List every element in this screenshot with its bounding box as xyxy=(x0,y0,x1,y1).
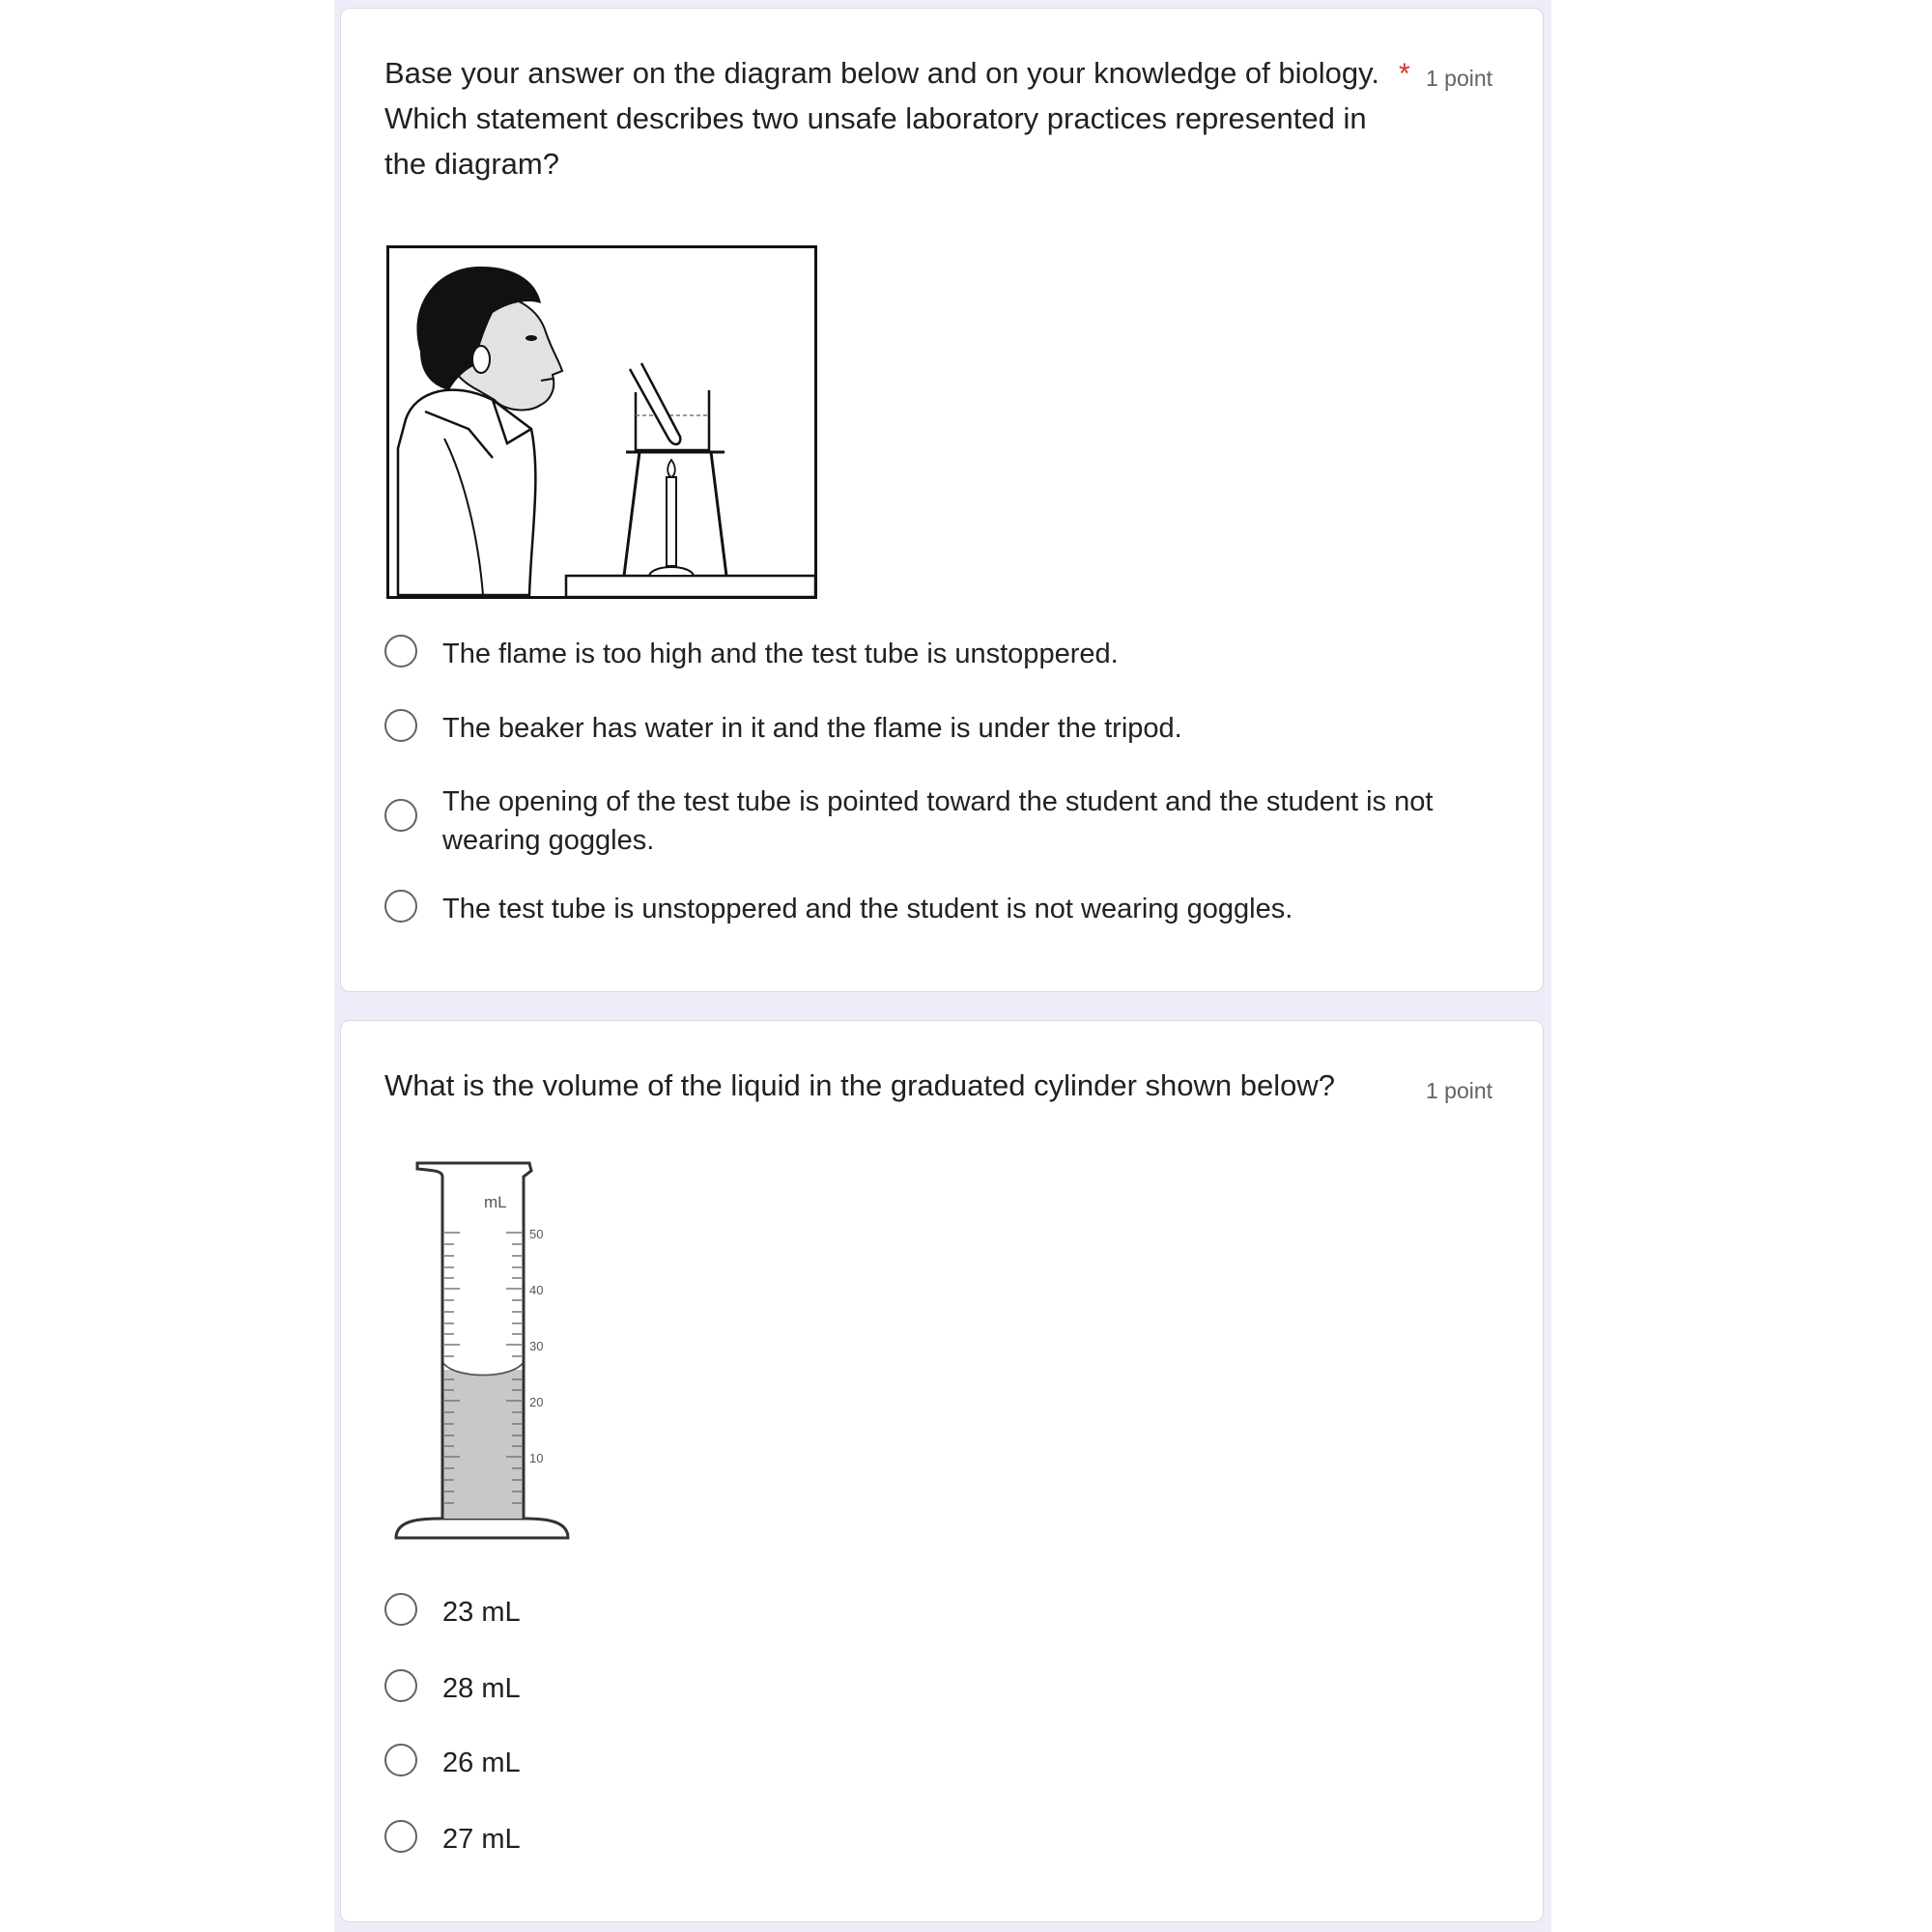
option-label xyxy=(442,709,1447,748)
radio-button[interactable] xyxy=(384,709,417,742)
option-label xyxy=(442,890,1447,928)
option-label xyxy=(442,1744,1447,1782)
question-1-title-line-1: Base your answer on the diagram below and on your knowledge of biology. xyxy=(384,56,1379,90)
option-label-line: The flame is too high and the test tube is unstoppered. xyxy=(442,639,1119,669)
graduated-cylinder xyxy=(386,1157,580,1549)
question-1-title xyxy=(384,50,1408,186)
question-1-title-line-2: Which statement describes two unsafe laboratory practices represented in xyxy=(384,101,1367,135)
option-1-flame-too-high[interactable] xyxy=(384,635,1447,673)
radio-button[interactable] xyxy=(384,890,417,923)
cylinder-scale-40: 40 xyxy=(529,1283,544,1297)
radio-button[interactable] xyxy=(384,1744,417,1776)
question-2-points: 1 point xyxy=(1426,1078,1493,1103)
question-2-title-line-1: What is the volume of the liquid in the graduated cylinder shown below? xyxy=(384,1068,1335,1102)
option-3-opening-toward-student[interactable] xyxy=(384,782,1447,860)
option-27-ml[interactable] xyxy=(384,1820,1447,1859)
option-23-ml[interactable] xyxy=(384,1593,1447,1632)
option-28-ml[interactable] xyxy=(384,1669,1447,1708)
radio-button[interactable] xyxy=(384,799,417,832)
option-label xyxy=(442,782,1447,860)
option-label-line: The opening of the test tube is pointed toward the student and the student is not xyxy=(442,786,1434,817)
cylinder-scale-30: 30 xyxy=(529,1339,544,1353)
option-label xyxy=(442,1669,1447,1708)
option-label-line: 27 mL xyxy=(442,1824,521,1855)
option-2-beaker-water[interactable] xyxy=(384,709,1447,748)
option-label-line: The beaker has water in it and the flame is under the tripod. xyxy=(442,713,1182,744)
option-label-line: 23 mL xyxy=(442,1597,521,1628)
cylinder-unit-label: mL xyxy=(484,1193,507,1211)
question-1-title-line-3: the diagram? xyxy=(384,147,559,181)
option-label-line: 26 mL xyxy=(442,1747,521,1778)
question-2-title xyxy=(384,1063,1408,1108)
cylinder-scale-20: 20 xyxy=(529,1395,544,1409)
option-label xyxy=(442,635,1447,673)
option-4-unstoppered-no-goggles[interactable] xyxy=(384,890,1447,928)
radio-button[interactable] xyxy=(384,635,417,668)
lab-safety-diagram xyxy=(386,245,817,599)
option-label-line: The test tube is unstoppered and the student is not wearing goggles. xyxy=(442,894,1293,924)
option-label xyxy=(442,1593,1447,1632)
radio-button[interactable] xyxy=(384,1593,417,1626)
option-label-line: 28 mL xyxy=(442,1673,521,1704)
question-1-points: 1 point xyxy=(1426,66,1493,91)
radio-button[interactable] xyxy=(384,1669,417,1702)
option-label xyxy=(442,1820,1447,1859)
required-asterisk: * xyxy=(1399,58,1410,90)
option-label-line: wearing goggles. xyxy=(442,825,655,856)
cylinder-scale-10: 10 xyxy=(529,1451,544,1465)
option-26-ml[interactable] xyxy=(384,1744,1447,1782)
radio-button[interactable] xyxy=(384,1820,417,1853)
cylinder-scale-50: 50 xyxy=(529,1227,544,1241)
